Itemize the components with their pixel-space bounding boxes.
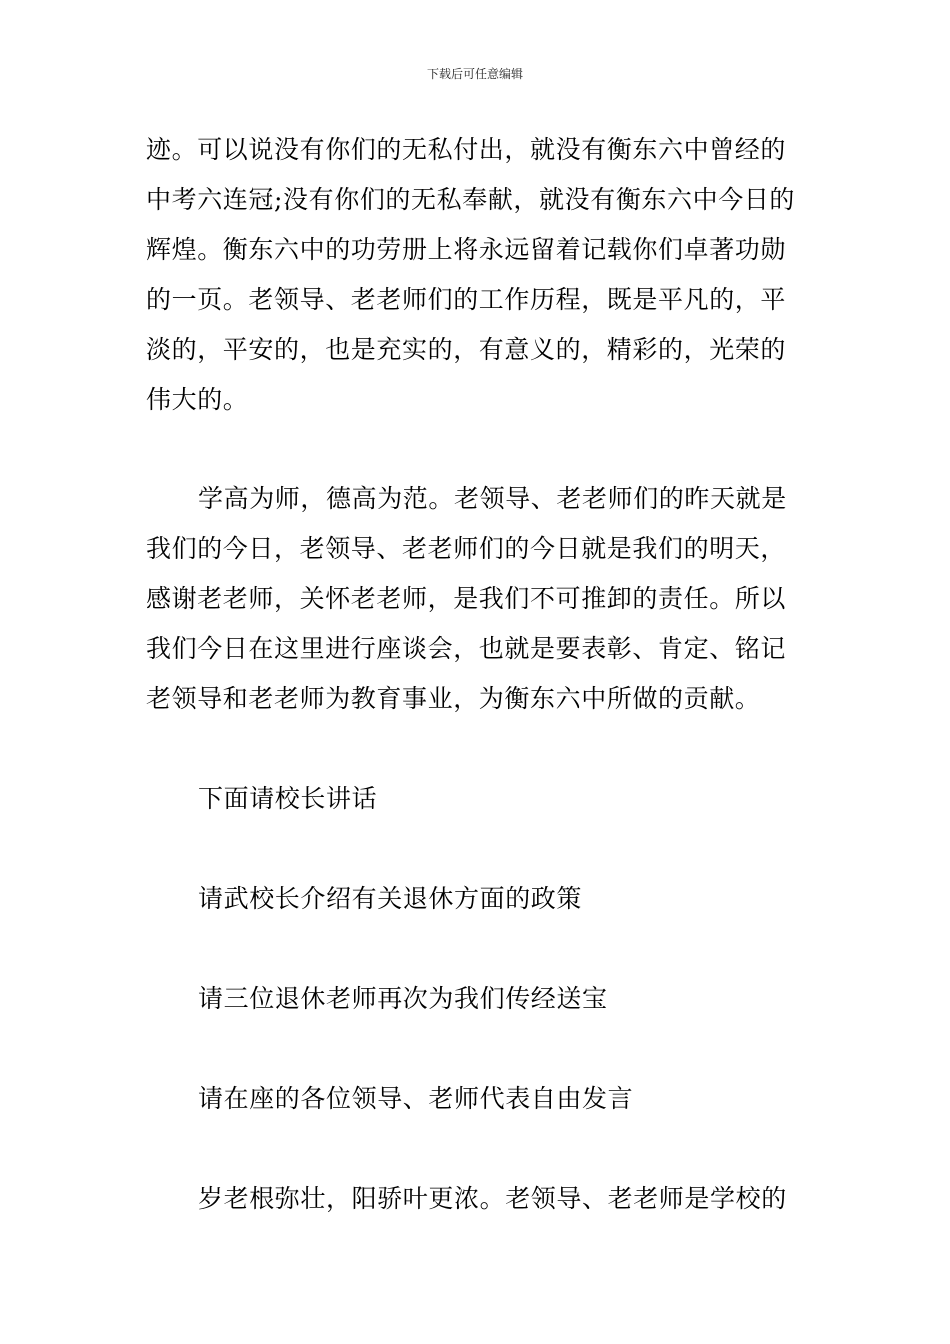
- agenda-line-principal-speech: 下面请校长讲话: [198, 784, 378, 813]
- closing-line: 岁老根弥壮，阳骄叶更浓。老领导、老老师是学校的: [198, 1184, 787, 1213]
- paragraph-continued: [146, 125, 806, 425]
- agenda-line-free-speech: 请在座的各位领导、老师代表自由发言: [198, 1084, 634, 1113]
- paragraph-teachers: [146, 474, 806, 724]
- agenda-line-retired-teachers: 请三位退休老师再次为我们传经送宝: [198, 984, 608, 1013]
- text-line: 中考六连冠;没有你们的无私奉献，就没有衡东六中今日的: [146, 185, 796, 214]
- text-line: 的一页。老领导、老老师们的工作历程，既是平凡的，平: [146, 285, 787, 314]
- text-line: 老领导和老老师为教育事业，为衡东六中所做的贡献。: [146, 684, 761, 713]
- text-line: 伟大的。: [146, 385, 249, 414]
- page-header: 下载后可任意编辑: [426, 67, 523, 81]
- text-line: 辉煌。衡东六中的功劳册上将永远留着记载你们卓著功勋: [146, 235, 787, 264]
- text-line: 淡的，平安的，也是充实的，有意义的，精彩的，光荣的: [146, 335, 787, 364]
- text-line: 迹。可以说没有你们的无私付出，就没有衡东六中曾经的: [146, 135, 787, 164]
- text-line: 感谢老老师，关怀老老师，是我们不可推卸的责任。所以: [146, 584, 787, 613]
- text-line: 我们今日在这里进行座谈会，也就是要表彰、肯定、铭记: [146, 634, 787, 663]
- agenda-line-retirement-policy: 请武校长介绍有关退休方面的政策: [198, 884, 583, 913]
- text-line: 我们的今日，老领导、老老师们的今日就是我们的明天，: [146, 534, 787, 563]
- text-line: 学高为师，德高为范。老领导、老老师们的昨天就是: [198, 484, 787, 513]
